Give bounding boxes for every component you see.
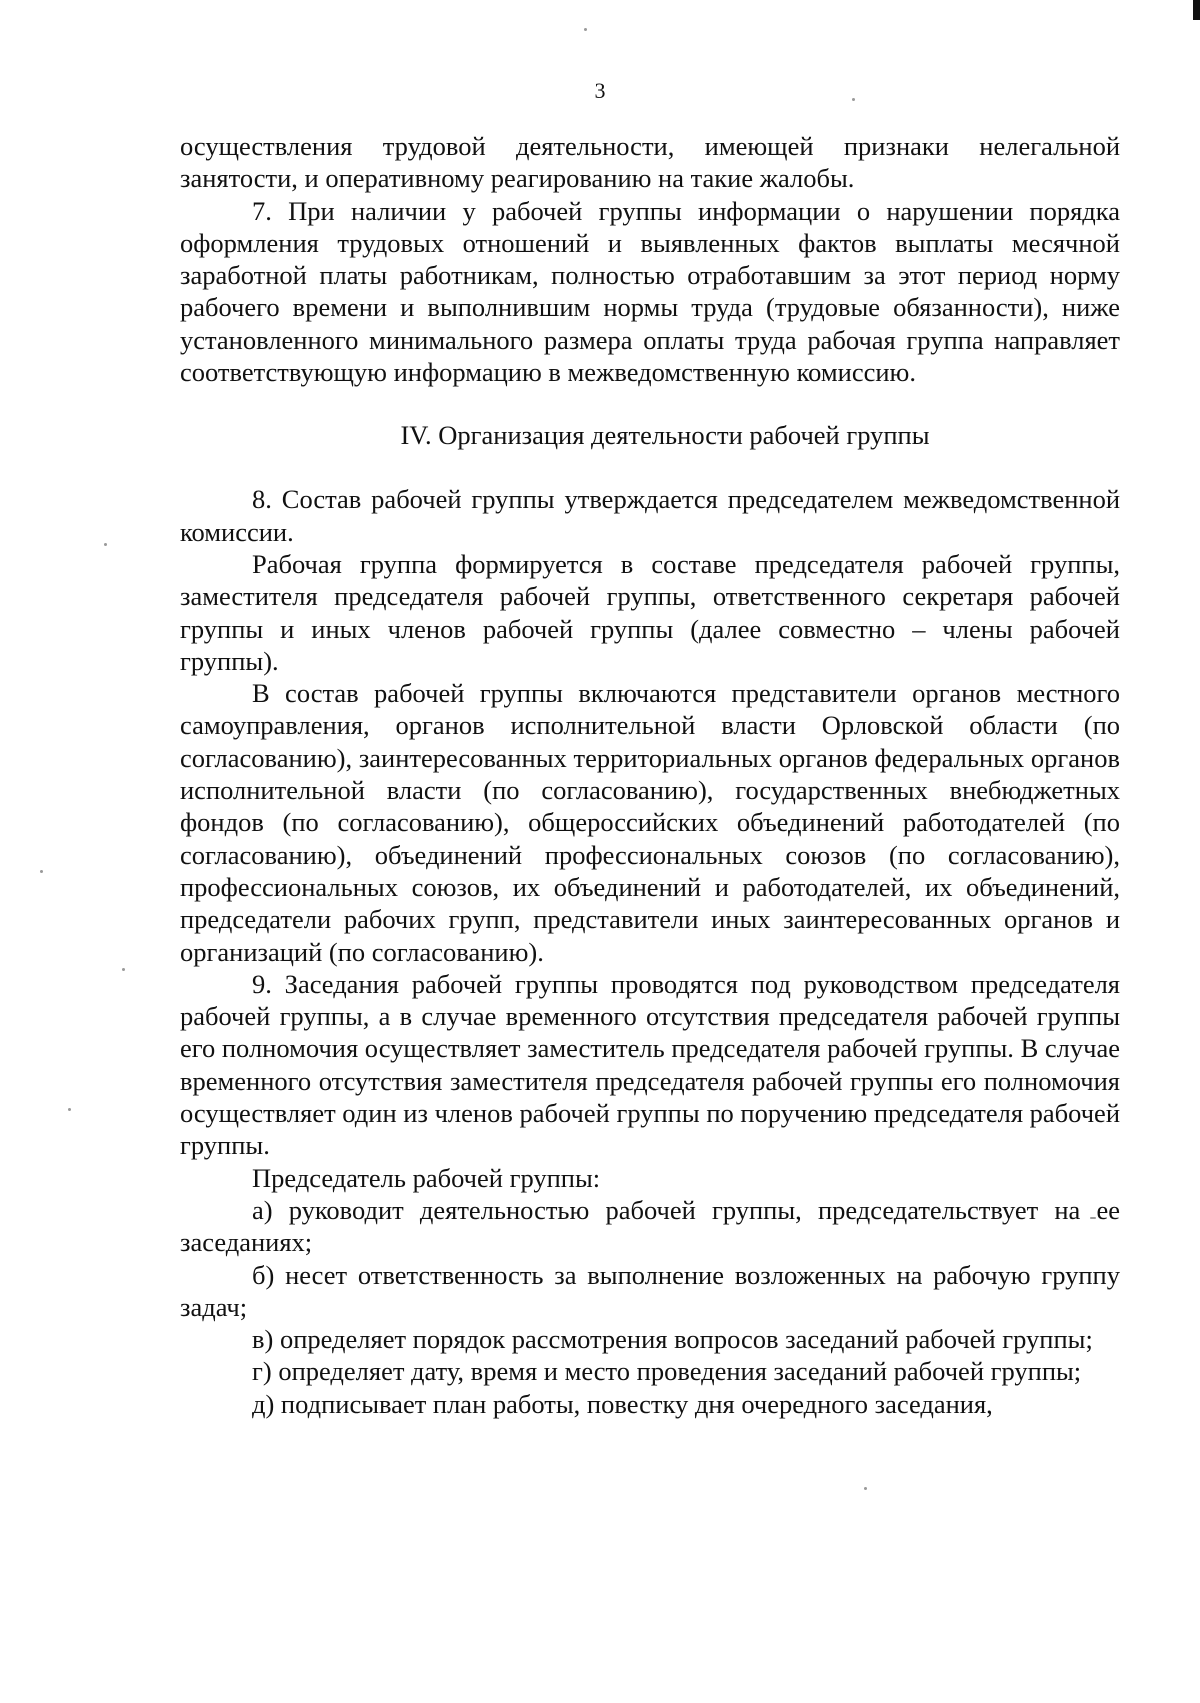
- paragraph: В состав рабочей группы включаются представители органов местного самоуправления, органов исполнительной власти Орловской области (по согласованию), заинтересованных территориальных органов федеральных органов исполнительной власти (по согласованию), государственных внебюджетных фондов (по согласованию), общероссийских объединений работодателей (по согласованию), объединений профессиональных союзов (по согласованию), профессиональных союзов, их объединений и работодателей, их объединений, председатели рабочих групп, представители иных заинтересованных органов и организаций (по согласованию).: [180, 678, 1120, 967]
- paragraph: 9. Заседания рабочей группы проводятся под руководством председателя рабочей группы, а в случае временного отсутствия председателя рабочей группы его полномочия осуществляет заместитель председателя рабочей группы. В случае временного отсутствия заместителя председателя рабочей группы его полномочия осуществляет один из членов рабочей группы по поручению председателя рабочей группы.: [180, 968, 1120, 1161]
- scan-speck: [40, 870, 43, 873]
- scan-speck: [864, 1487, 867, 1490]
- paragraph: а) руководит деятельностью рабочей группы, председательствует на ее заседаниях;: [180, 1194, 1120, 1258]
- document-body: [180, 130, 1120, 1420]
- paragraph: Председатель рабочей группы:: [252, 1162, 601, 1193]
- paragraph: осуществления трудовой деятельности, имеющей признаки нелегальной занятости, и оперативному реагированию на такие жалобы.: [180, 131, 1120, 194]
- paragraph: б) несет ответственность за выполнение возложенных на рабочую группу задач;: [180, 1259, 1120, 1322]
- scan-edge-mark: [1193, 0, 1200, 20]
- scan-speck: [122, 968, 125, 971]
- scan-speck: [68, 1108, 71, 1111]
- paragraph: Рабочая группа формируется в составе председателя рабочей группы, заместителя председателя рабочей группы, ответственного секретаря рабочей группы и иных членов рабочей группы (далее совместно – члены рабочей группы).: [180, 548, 1120, 676]
- scan-speck: [104, 543, 107, 546]
- paragraph: 8. Состав рабочей группы утверждается председателем межведомственной комиссии.: [180, 484, 1120, 547]
- scan-speck: [584, 28, 587, 31]
- paragraph: 7. При наличии у рабочей группы информации о нарушении порядка оформления трудовых отношений и выявленных фактов выплаты месячной заработной платы работникам, полностью отработавшим за этот период норму рабочего времени и выполнившим нормы труда (трудовые обязанности), ниже установленного минимального размера оплаты труда рабочая группа направляет соответствующую информацию в межведомственную комиссию.: [180, 195, 1120, 388]
- section-heading: IV. Организация деятельности рабочей группы: [400, 420, 930, 451]
- paragraph: д) подписывает план работы, повестку дня очередного заседания,: [252, 1388, 993, 1419]
- page-number: 3: [594, 78, 606, 103]
- paragraph: в) определяет порядок рассмотрения вопросов заседаний рабочей группы;: [252, 1324, 1093, 1355]
- paragraph: г) определяет дату, время и место проведения заседаний рабочей группы;: [252, 1356, 1082, 1387]
